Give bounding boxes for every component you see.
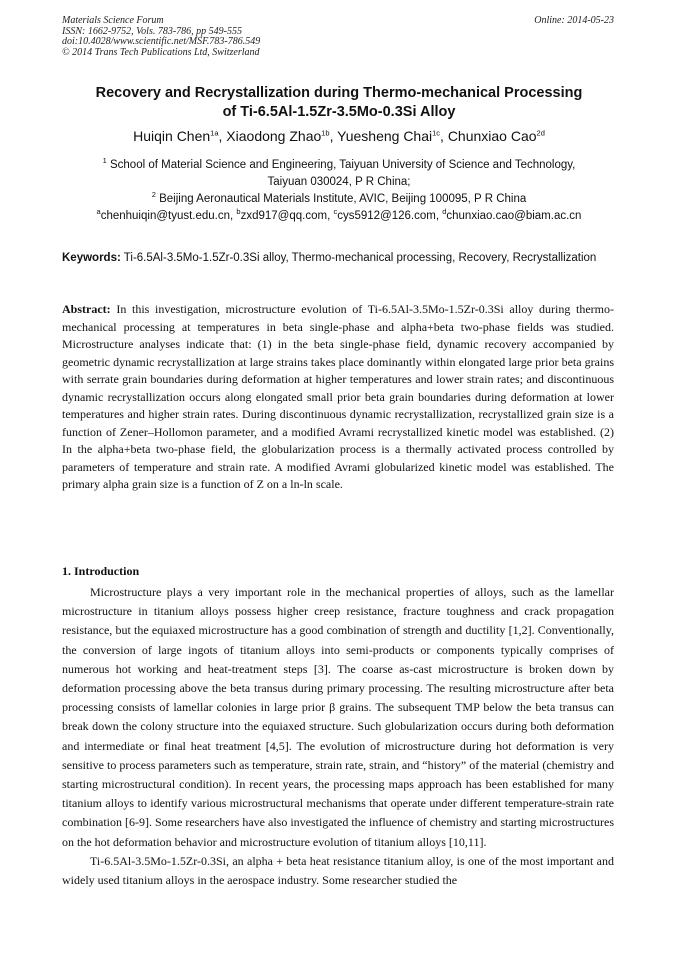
author-sup: 1b [321,128,330,138]
introduction-body [62,583,614,890]
author-sup: 1c [432,128,441,138]
author-name: Yuesheng Chai [337,128,433,144]
journal-info [62,16,260,58]
title-line-1: Recovery and Recrystallization during Thermo-mechanical Processing [95,85,583,101]
email-link[interactable]: cys5912@126.com, [337,210,443,222]
title-line-2: of Ti-6.5Al-1.5Zr-3.5Mo-0.3Si Alloy [222,104,456,120]
journal-issn: ISSN: 1662-9752, Vols. 783-786, pp 549-555 [62,25,242,37]
paragraph: Microstructure plays a very important role in the mechanical properties of alloys, such as the lamellar microstructure in titanium alloys possess higher creep resistance, fracture toughness and crack propagation resistance, but the equiaxed microstructure has a good combination of strength and ductility [1,2]. Conventionally, the conversion of large ingots of titanium alloys into semi-products or components typically comprises of numerous hot working and heat-treatment steps [3]. The coarse as-cast microstructure is broken down by deformation processing above the beta transus during primary processing. The resulting microstructure after beta processing consists of lamellar colonies in large prior β grains. The subsequent TMP below the beta transus can break down the colony structure into the equiaxed structure. Such globularization occurs during both deformation and intermediate or final heat treatment [4,5]. The evolution of microstructure during hot deformation is very sensitive to process parameters such as temperature, strain rate, strain, and “history” of the material (chemistry and starting microstructural condition). In recent years, the processing maps approach has been established for many titanium alloys to identify various microstructural mechanisms that operate under different temperature-strain rate combination [6-9]. Some researchers have also investigated the influence of chemistry and starting microstructures on the hot deformation behavior and microstructure evolution of titanium alloys [10,11]. [62,585,614,849]
affiliations [50,157,628,225]
author-list: Huiqin Chen$^{1a}$, Xiaodong Zhao$^{1b}$, Yuesheng Chai$^{1c}$, Chunxiao Cao$^{2d}$ [133,128,545,144]
online-date: Online: 2014-05-23 [534,15,614,26]
paragraph: Ti-6.5Al-3.5Mo-1.5Zr-0.3Si, an alpha + beta heat resistance titanium alloy, is one of the most important and widely used titanium alloys in the aerospace industry. Some researcher studied the [62,853,614,888]
affiliation-2: $^2$ Beijing Aeronautical Materials Institute, AVIC, Beijing 100095, P R China [151,190,527,205]
affiliation-1-line-1: $^1$ School of Material Science and Engineering, Taiyuan University of Science and Technology, [102,156,576,171]
section-heading: 1. Introduction [62,564,140,578]
abstract-label: Abstract: [62,302,111,316]
journal-doi: doi:10.4028/www.scientific.net/MSF.783-786.549 [62,36,261,47]
email-link[interactable]: zxd917@qq.com, [240,210,334,222]
author-name: Chunxiao Cao [447,128,537,144]
keywords-label: Keywords: [62,252,121,264]
email-link[interactable]: chunxiao.cao@biam.ac.cn [446,210,582,222]
paper-title [40,84,638,122]
affiliation-1-line-2: Taiyuan 030024, P R China; [267,176,411,188]
abstract-text: In this investigation, microstructure evolution of Ti-6.5Al-3.5Mo-1.5Zr-0.3Si alloy during thermo-mechanical processing at temperatures in beta single-phase and alpha+beta two-phase fields was studied. Microstructure analyses indicate that: (1) in the beta single-phase field, dynamic recovery accompanied by geometric dynamic recrystallization at large strains takes place dominantly within elongated large prior beta grains with serrate grain boundaries during deformation at higher temperatures and lower strain rates; and discontinuous dynamic recrystallization occurs along elongated small prior beta grain boundaries during deformation at lower temperatures and higher strain rates. During discontinuous dynamic recrystallization, recrystallized grain size is a function of Zener–Hollomon parameter, and a modified Avrami recrystallized kinetic model was established. (2) In the alpha+beta two-phase field, the globularization process is a thermally activated process controlled by parameters of temperature and strain rate. A modified Avrami globularized kinetic model was established. The primary alpha grain size is a function of Z on a ln-ln scale. [62,302,614,491]
journal-copyright: © 2014 Trans Tech Publications Ltd, Switzerland [62,46,260,58]
keywords-text: Ti-6.5Al-3.5Mo-1.5Zr-0.3Si alloy, Thermo-mechanical processing, Recovery, Recrystallization [123,252,597,264]
author-sup: 2d [536,128,545,138]
author-sup: 1a [210,128,219,138]
author-name: Xiaodong Zhao [226,128,322,144]
journal-name: Materials Science Forum [62,15,164,26]
keywords [62,250,614,266]
abstract [62,301,614,494]
author-name: Huiqin Chen [133,128,211,144]
author-emails: $^a$chenhuiqin@tyust.edu.cn, $^b$zxd917@qq.com, $^c$cys5912@126.com, $^d$chunxiao.cao@biam.ac.cn [96,207,582,222]
email-link[interactable]: chenhuiqin@tyust.edu.cn, [100,210,237,222]
